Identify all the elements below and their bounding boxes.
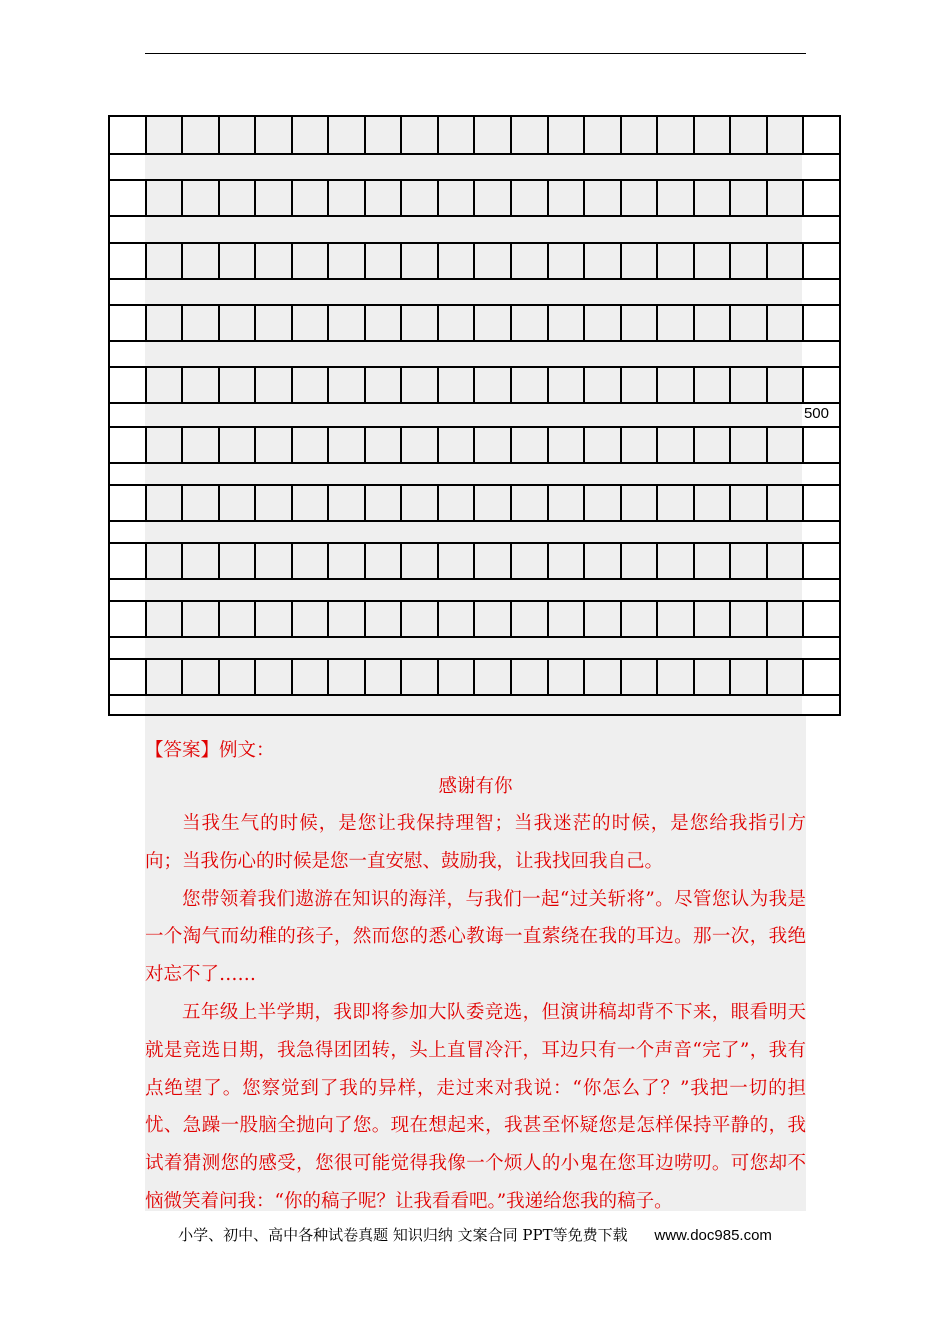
grid-cell[interactable] [147,368,184,402]
grid-cell[interactable] [695,368,732,402]
grid-cell[interactable] [549,660,586,694]
grid-cell[interactable] [366,544,403,578]
grid-cell[interactable] [549,244,586,278]
grid-cell[interactable] [512,660,549,694]
grid-cell[interactable] [804,660,839,694]
grid-cell[interactable] [110,306,147,340]
grid-cell[interactable] [110,544,147,578]
grid-cell[interactable] [439,368,476,402]
grid-cell[interactable] [731,117,768,153]
grid-cell[interactable] [549,544,586,578]
grid-cell[interactable] [147,544,184,578]
grid-cell[interactable] [804,544,839,578]
grid-row [110,366,839,404]
grid-cell[interactable] [622,602,659,636]
grid-row [110,304,839,342]
header-rule [145,53,806,54]
grid-cell[interactable] [695,181,732,215]
grid-cell[interactable] [110,660,147,694]
grid-cell[interactable] [256,368,293,402]
grid-cell[interactable] [731,544,768,578]
grid-cell[interactable] [329,306,366,340]
grid-cell[interactable] [768,368,805,402]
grid-cell[interactable] [585,306,622,340]
grid-cell[interactable] [366,244,403,278]
grid-cell[interactable] [622,368,659,402]
grid-cell[interactable] [402,181,439,215]
grid-cell[interactable] [549,368,586,402]
grid-cell[interactable] [183,486,220,520]
grid-row [110,600,839,638]
essay-paragraph-1: 当我生气的时候，是您让我保持理智；当我迷茫的时候，是您给我指引方向；当我伤心的时候是您一直安慰、鼓励我，让我找回我自己。 [145,813,806,872]
essay-paragraph-2: 您带领着我们遨游在知识的海洋，与我们一起“过关斩将”。尽管您认为我是一个淘气而幼稚的孩子，然而您的悉心教诲一直萦绕在我的耳边。那一次，我绝对忘不了…… [145,888,806,986]
grid-cell[interactable] [293,244,330,278]
grid-cell[interactable] [768,602,805,636]
grid-cell[interactable] [549,181,586,215]
grid-cell[interactable] [731,660,768,694]
grid-cell[interactable] [622,244,659,278]
grid-cell[interactable] [512,244,549,278]
grid-cell[interactable] [658,368,695,402]
grid-cell[interactable] [768,428,805,462]
grid-row [110,179,839,217]
grid-cell[interactable] [658,244,695,278]
grid-cell[interactable] [110,368,147,402]
grid-cell[interactable] [475,368,512,402]
grid-cell[interactable] [695,602,732,636]
footer-site-link[interactable]: www.doc985.com [654,1227,772,1244]
grid-cell[interactable] [293,486,330,520]
grid-cell[interactable] [220,486,257,520]
grid-cell[interactable] [658,181,695,215]
grid-gap-row [110,342,839,366]
grid-cell[interactable] [439,486,476,520]
grid-cell[interactable] [585,181,622,215]
grid-cell[interactable] [475,602,512,636]
grid-cell[interactable] [475,486,512,520]
grid-cell[interactable] [695,306,732,340]
grid-cell[interactable] [585,244,622,278]
grid-cell[interactable] [366,117,403,153]
grid-cell[interactable] [256,428,293,462]
grid-cell[interactable] [256,660,293,694]
grid-cell[interactable] [293,544,330,578]
grid-cell[interactable] [622,544,659,578]
answer-section [145,733,806,1221]
grid-cell[interactable] [220,306,257,340]
grid-cell[interactable] [147,181,184,215]
grid-cell[interactable] [695,660,732,694]
grid-gap-row [110,404,839,426]
grid-cell[interactable] [293,602,330,636]
grid-cell[interactable] [147,428,184,462]
grid-gap-row [110,638,839,658]
grid-cell[interactable] [622,486,659,520]
footer-text: 小学、初中、高中各种试卷真题 知识归纳 文案合同 PPT等免费下载 [178,1226,628,1244]
grid-cell[interactable] [549,486,586,520]
grid-gap-row [110,217,839,242]
grid-cell[interactable] [366,486,403,520]
grid-cell[interactable] [658,602,695,636]
grid-gap-row [110,696,839,714]
grid-cell[interactable] [695,428,732,462]
grid-cell[interactable] [439,602,476,636]
grid-cell[interactable] [402,660,439,694]
grid-cell[interactable] [768,486,805,520]
grid-cell[interactable] [512,306,549,340]
grid-cell[interactable] [110,117,147,153]
grid-cell[interactable] [147,602,184,636]
grid-cell[interactable] [475,544,512,578]
grid-cell[interactable] [402,486,439,520]
grid-cell[interactable] [549,306,586,340]
grid-cell[interactable] [329,602,366,636]
grid-gap-row [110,464,839,484]
grid-cell[interactable] [256,244,293,278]
grid-cell[interactable] [110,181,147,215]
grid-cell[interactable] [695,486,732,520]
composition-grid [108,115,841,716]
grid-cell[interactable] [695,117,732,153]
grid-cell[interactable] [293,117,330,153]
grid-cell[interactable] [731,306,768,340]
grid-cell[interactable] [329,117,366,153]
grid-cell[interactable] [622,117,659,153]
grid-cell[interactable] [512,368,549,402]
grid-gap-row [110,522,839,542]
grid-cell[interactable] [402,602,439,636]
grid-cell[interactable] [366,428,403,462]
grid-cell[interactable] [402,428,439,462]
grid-cell[interactable] [110,602,147,636]
grid-cell[interactable] [512,181,549,215]
grid-cell[interactable] [768,117,805,153]
grid-cell[interactable] [731,368,768,402]
grid-cell[interactable] [220,368,257,402]
grid-cell[interactable] [549,117,586,153]
grid-cell[interactable] [622,181,659,215]
grid-cell[interactable] [804,244,839,278]
grid-cell[interactable] [475,306,512,340]
grid-cell[interactable] [147,486,184,520]
grid-cell[interactable] [695,544,732,578]
grid-cell[interactable] [658,306,695,340]
grid-cell[interactable] [768,306,805,340]
grid-cell[interactable] [256,181,293,215]
grid-cell[interactable] [512,602,549,636]
grid-cell[interactable] [220,181,257,215]
grid-cell[interactable] [512,428,549,462]
grid-cell[interactable] [293,181,330,215]
grid-cell[interactable] [256,602,293,636]
grid-gap-row [110,155,839,179]
grid-cell[interactable] [439,117,476,153]
grid-cell[interactable] [585,544,622,578]
grid-cell[interactable] [183,117,220,153]
grid-cell[interactable] [402,544,439,578]
grid-cell[interactable] [256,306,293,340]
grid-cell[interactable] [804,181,839,215]
grid-cell[interactable] [110,428,147,462]
grid-cell[interactable] [183,428,220,462]
grid-cell[interactable] [804,428,839,462]
grid-cell[interactable] [256,544,293,578]
grid-cell[interactable] [293,660,330,694]
grid-cell[interactable] [475,660,512,694]
grid-cell[interactable] [512,117,549,153]
grid-cell[interactable] [585,117,622,153]
grid-cell[interactable] [585,428,622,462]
grid-cell[interactable] [475,117,512,153]
grid-cell[interactable] [329,181,366,215]
grid-row [110,426,839,464]
grid-cell[interactable] [768,244,805,278]
grid-cell[interactable] [402,306,439,340]
grid-cell[interactable] [439,244,476,278]
grid-cell[interactable] [220,244,257,278]
grid-gap-row [110,580,839,600]
grid-cell[interactable] [585,602,622,636]
grid-cell[interactable] [329,544,366,578]
page-footer [0,1224,950,1245]
grid-cell[interactable] [585,368,622,402]
grid-cell[interactable] [804,306,839,340]
grid-cell[interactable] [147,660,184,694]
grid-cell[interactable] [293,306,330,340]
grid-cell[interactable] [329,368,366,402]
grid-cell[interactable] [220,117,257,153]
grid-cell[interactable] [622,660,659,694]
answer-heading: 【答案】例文： [145,740,275,761]
grid-row [110,484,839,522]
grid-cell[interactable] [512,486,549,520]
grid-cell[interactable] [658,486,695,520]
grid-cell[interactable] [804,602,839,636]
grid-cell[interactable] [147,244,184,278]
grid-cell[interactable] [220,544,257,578]
grid-cell[interactable] [731,428,768,462]
grid-row [110,242,839,280]
grid-cell[interactable] [110,486,147,520]
grid-cell[interactable] [768,544,805,578]
grid-cell[interactable] [329,244,366,278]
grid-cell[interactable] [402,117,439,153]
grid-cell[interactable] [329,428,366,462]
grid-cell[interactable] [366,368,403,402]
grid-cell[interactable] [366,660,403,694]
grid-cell[interactable] [183,660,220,694]
grid-cell[interactable] [439,306,476,340]
grid-cell[interactable] [183,368,220,402]
grid-cell[interactable] [549,428,586,462]
grid-cell[interactable] [585,486,622,520]
grid-cell[interactable] [768,181,805,215]
grid-cell[interactable] [622,306,659,340]
grid-cell[interactable] [622,428,659,462]
grid-cell[interactable] [439,181,476,215]
grid-cell[interactable] [585,660,622,694]
grid-cell[interactable] [402,368,439,402]
grid-row [110,542,839,580]
grid-cell[interactable] [731,244,768,278]
grid-cell[interactable] [293,428,330,462]
word-count-marker: 500 [803,405,829,422]
grid-cell[interactable] [658,544,695,578]
grid-cell[interactable] [475,181,512,215]
grid-cell[interactable] [183,244,220,278]
grid-cell[interactable] [439,428,476,462]
grid-cell[interactable] [147,117,184,153]
grid-cell[interactable] [220,660,257,694]
grid-cell[interactable] [220,602,257,636]
grid-cell[interactable] [366,306,403,340]
grid-cell[interactable] [658,660,695,694]
grid-cell[interactable] [110,244,147,278]
grid-cell[interactable] [293,368,330,402]
grid-cell[interactable] [183,306,220,340]
grid-cell[interactable] [731,602,768,636]
grid-cell[interactable] [220,428,257,462]
grid-gap-row [110,280,839,304]
grid-cell[interactable] [329,660,366,694]
grid-cell[interactable] [183,544,220,578]
grid-cell[interactable] [512,544,549,578]
grid-cell[interactable] [183,181,220,215]
grid-cell[interactable] [439,660,476,694]
grid-cell[interactable] [695,244,732,278]
grid-cell[interactable] [256,486,293,520]
grid-cell[interactable] [183,602,220,636]
essay-paragraph-3: 五年级上半学期，我即将参加大队委竞选，但演讲稿却背不下来，眼看明天就是竞选日期，我急得团团转，头上直冒冷汗，耳边只有一个声音“完了”，我有点绝望了。您察觉到了我的异样，走过来对我说：“你怎么了？”我把一切的担忧、急躁一股脑全抛向了您。现在想起来，我甚至怀疑您是怎样保持平静的，我试着猜测您的感受，您很可能觉得我像一个烦人的小鬼在您耳边唠叨。可您却不恼微笑着问我：“你的稿子呢？让我看看吧。”我递给您我的稿子。 [145,1001,806,1212]
grid-cell[interactable] [402,244,439,278]
grid-cell[interactable] [658,117,695,153]
grid-cell[interactable] [549,602,586,636]
grid-cell[interactable] [439,544,476,578]
grid-cell[interactable] [147,306,184,340]
grid-cell[interactable] [768,660,805,694]
essay-title: 感谢有你 [438,776,513,797]
grid-cell[interactable] [329,486,366,520]
grid-cell[interactable] [804,117,839,153]
grid-cell[interactable] [804,486,839,520]
grid-cell[interactable] [366,181,403,215]
grid-cell[interactable] [475,428,512,462]
grid-row [110,117,839,155]
grid-cell[interactable] [731,486,768,520]
grid-cell[interactable] [366,602,403,636]
grid-cell[interactable] [804,368,839,402]
grid-cell[interactable] [731,181,768,215]
grid-cell[interactable] [475,244,512,278]
grid-cell[interactable] [658,428,695,462]
grid-cell[interactable] [256,117,293,153]
grid-row [110,658,839,696]
